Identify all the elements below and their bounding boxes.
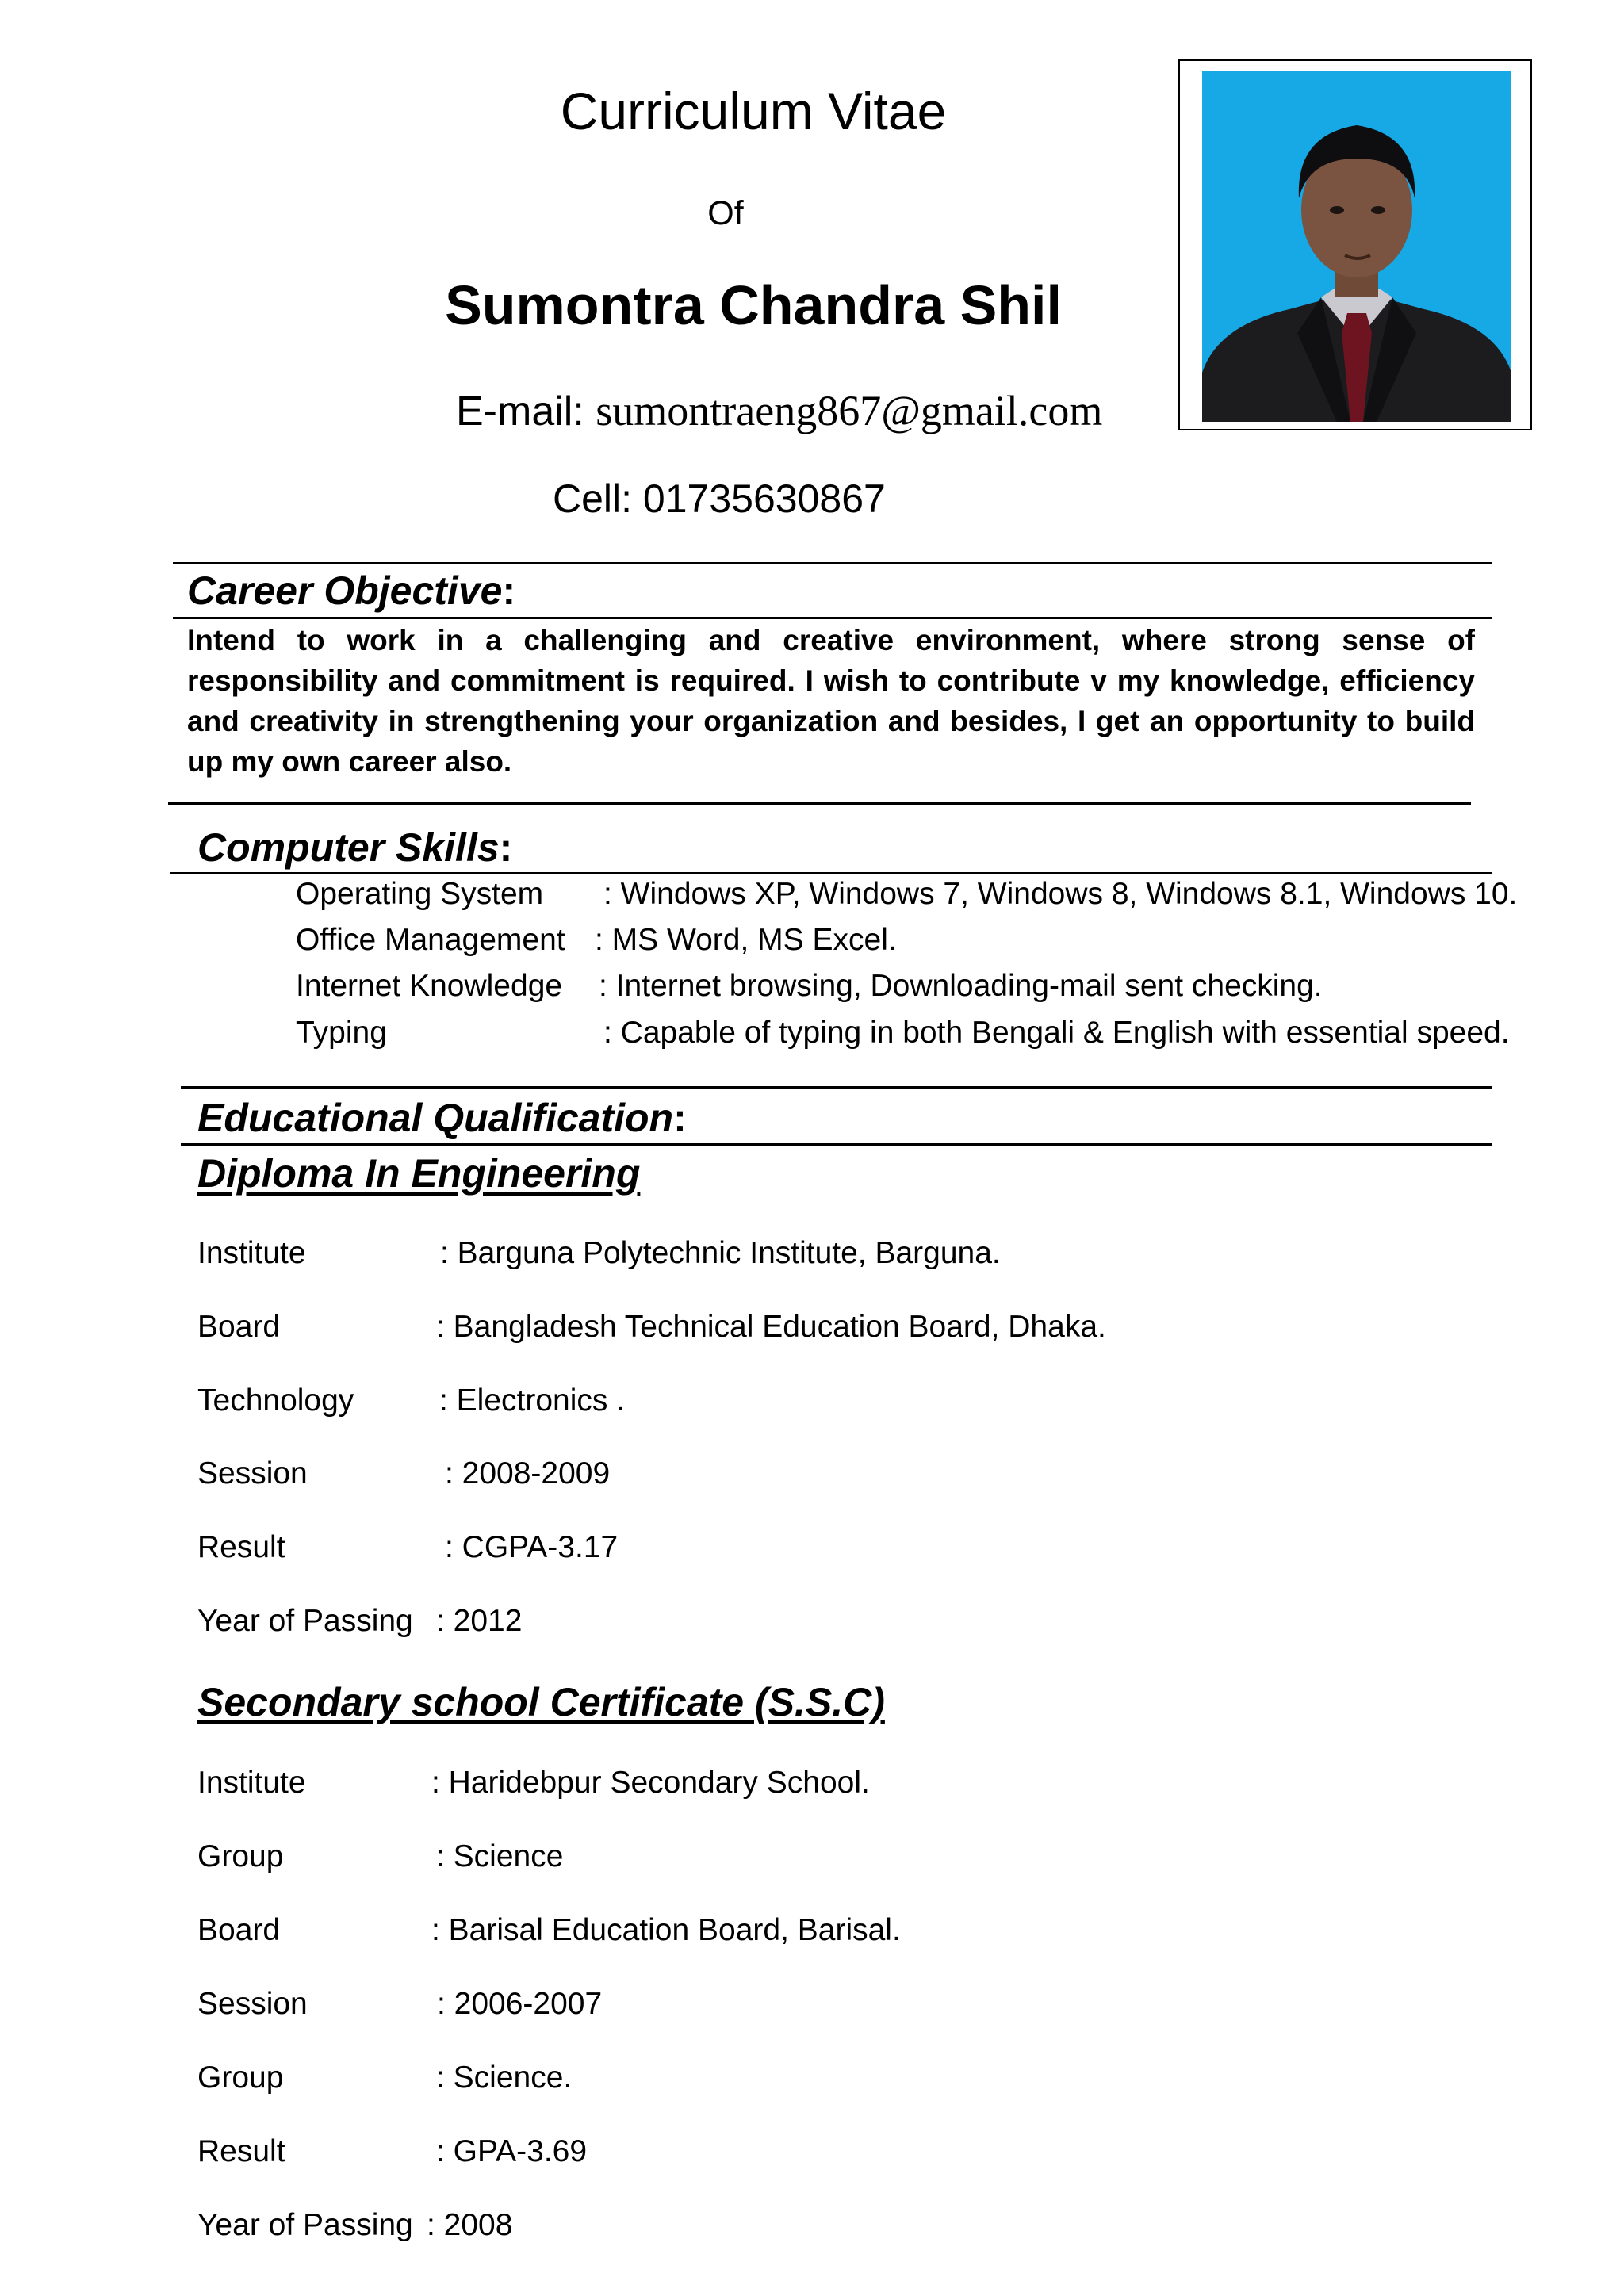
field-value: : 2006-2007: [437, 1987, 603, 2021]
profile-photo: [1202, 71, 1511, 422]
cv-title: Curriculum Vitae: [560, 82, 947, 140]
field-label: Result: [197, 1530, 285, 1564]
skill-label: Operating System: [296, 877, 544, 911]
divider: [170, 872, 1492, 874]
career-objective-text: Intend to work in a challenging and creative environment, where strong sense of responsibility and commitment is required. I wish to contribute v my knowledge, efficiency and creativity in strengthening your organization and besides, I get an opportunity to build up my own career also.: [187, 624, 1475, 778]
field-value: : GPA-3.69: [436, 2134, 588, 2168]
email-address[interactable]: sumontraeng867@gmail.com: [596, 387, 1103, 434]
divider: [181, 1086, 1492, 1089]
field-value: : Electronics .: [439, 1383, 626, 1418]
portrait-illustration: [1202, 71, 1511, 422]
skill-label: Internet Knowledge: [296, 969, 563, 1003]
field-label: Year of Passing: [197, 1604, 413, 1638]
computer-skills-heading: Computer Skills:: [197, 825, 513, 870]
computer-skills-heading-text: Computer Skills: [197, 825, 500, 870]
cell-number: 01735630867: [642, 476, 886, 521]
email-line: [456, 386, 1102, 435]
skill-value: : Capable of typing in both Bengali & English with essential speed.: [603, 1016, 1510, 1050]
field-value: : 2008-2009: [445, 1456, 611, 1490]
skill-value: : Windows XP, Windows 7, Windows 8, Windows 8.1, Windows 10.: [603, 877, 1518, 911]
field-value: : Bangladesh Technical Education Board, Dhaka.: [436, 1310, 1106, 1344]
skill-label: Office Management: [296, 923, 565, 957]
ssc-heading: Secondary school Certificate (S.S.C): [197, 1680, 885, 1724]
skill-value: : MS Word, MS Excel.: [595, 923, 897, 957]
career-objective-heading: Career Objective:: [187, 568, 516, 613]
field-label: Year of Passing: [197, 2208, 413, 2242]
education-heading: Educational Qualification:: [197, 1096, 687, 1140]
field-value: : Science: [436, 1839, 564, 1873]
field-value: : 2008: [427, 2208, 513, 2242]
field-value: : 2012: [436, 1604, 523, 1638]
divider: [181, 1143, 1492, 1146]
of-label: Of: [707, 194, 744, 232]
field-label: Group: [197, 1839, 284, 1873]
field-value: : Barguna Polytechnic Institute, Barguna.: [440, 1236, 1001, 1270]
education-heading-text: Educational Qualification: [197, 1096, 674, 1140]
career-objective-heading-text: Career Objective: [187, 568, 503, 613]
cell-line: [553, 476, 886, 522]
candidate-name: Sumontra Chandra Shil: [445, 274, 1062, 336]
field-label: Institute: [197, 1766, 306, 1800]
field-value: : CGPA-3.17: [445, 1530, 619, 1564]
cell-label: Cell:: [553, 476, 643, 521]
email-label: E-mail:: [456, 388, 596, 434]
field-label: Technology: [197, 1383, 354, 1418]
field-label: Result: [197, 2134, 285, 2168]
field-label: Board: [197, 1913, 281, 1947]
field-value: : Haridebpur Secondary School.: [431, 1766, 870, 1800]
field-value: : Barisal Education Board, Barisal.: [431, 1913, 901, 1947]
divider: [173, 562, 1492, 564]
divider: [168, 802, 1471, 805]
field-label: Group: [197, 2061, 284, 2095]
skill-value: : Internet browsing, Downloading-mail sent checking.: [599, 969, 1323, 1003]
skill-label: Typing: [296, 1016, 387, 1050]
field-label: Session: [197, 1456, 308, 1490]
divider: [173, 617, 1492, 619]
field-label: Session: [197, 1987, 308, 2021]
field-label: Board: [197, 1310, 281, 1344]
field-label: Institute: [197, 1236, 306, 1270]
field-value: : Science.: [436, 2061, 573, 2095]
diploma-heading: Diploma In Engineering: [197, 1151, 641, 1196]
